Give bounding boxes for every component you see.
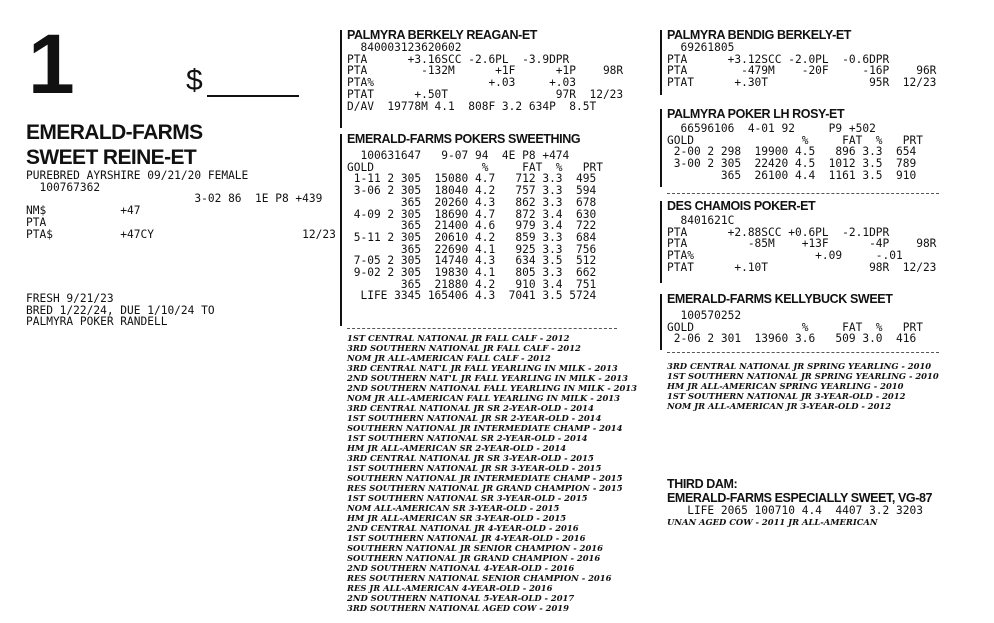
animal-name-line1: EMERALD-FARMS	[26, 121, 203, 144]
lot-number: 1	[28, 17, 75, 111]
sire-dam-rule	[660, 109, 662, 187]
dam-sire-title: DES CHAMOIS POKER-ET	[667, 199, 816, 213]
sire-sire-stats: 69261805 PTA +3.12SCC -2.0PL -0.6DPR PTA -479M -20F -16P 96R PTAT +.30T 95R 12/23	[667, 41, 937, 90]
third-dam-awards: UNAN AGED COW - 2011 JR ALL-AMERICAN	[667, 517, 878, 527]
dam-dam-divider	[667, 352, 939, 353]
dam-records: 100631647 9-07 94 4E P8 +474 GOLD % FAT % PRT 1-11 2 305 15080 4.7 712 3.3 495 3-06 2 305 18040 4.2 757 3.3 594 365 20260 4.3 862 3.3 678 4-09 2 305 18690 4.7 872 3.4 630 365 21400 4.6 979 3.4 722 5-11 2 305 20610 4.2 859 3.3 684 365 22690 4.1 925 3.3 756 7-05 2 305 14740 4.3 634 3.5 512 9-02 2 305 19830 4.1 805 3.3 662 365 21880 4.2 910 3.4 751 LIFE 3345 165406 4.3 7041 3.5 5724	[347, 149, 603, 303]
sire-rule	[340, 30, 342, 128]
price-blank-line	[207, 95, 299, 97]
third-dam-heading	[667, 478, 932, 505]
animal-status: FRESH 9/21/23 BRED 1/22/24, DUE 1/10/24 TO PALMYRA POKER RANDELL	[26, 292, 215, 329]
sire-title: PALMYRA BERKELY REAGAN-ET	[347, 28, 538, 42]
sire-sire-title: PALMYRA BENDIG BERKELY-ET	[667, 28, 852, 42]
sire-dam-divider	[667, 193, 939, 194]
dam-rule	[340, 134, 342, 326]
dam-dam-awards: 3RD CENTRAL NATIONAL JR SPRING YEARLING - 2010 1ST SOUTHERN NATIONAL JR SPRING YEARLING - 2010 HM JR ALL-AMERICAN SPRING YEARLING - 2010 1ST SOUTHERN NATIONAL JR 3-YEAR-OLD - 2012 NOM JR ALL-AMERICAN JR 3-YEAR-OLD - 2012	[667, 361, 939, 411]
dam-title: EMERALD-FARMS POKERS SWEETHING	[347, 132, 581, 146]
animal-name-line2: SWEET REINE-ET	[26, 146, 197, 169]
dam-divider	[347, 328, 617, 329]
third-dam-record: LIFE 2065 100710 4.4 4407 3.2 3203	[667, 504, 923, 517]
animal-name	[26, 120, 203, 170]
third-dam-label: THIRD DAM:	[667, 477, 738, 491]
sire-dam-records: 66596106 4-01 92 P9 +502 GOLD % FAT % PRT 2-00 2 298 19900 4.5 896 3.3 654 3-00 2 305 22420 4.5 1012 3.5 789 365 26100 4.4 1161 3.5 910	[667, 122, 923, 182]
third-dam-title: EMERALD-FARMS ESPECIALLY SWEET, VG-87	[667, 490, 933, 505]
sire-stats: 840003123620602 PTA +3.16SCC -2.6PL -3.9DPR PTA -132M +1F +1P 98R PTA% +.03 +.03 PTAT +.50T 97R 12/23 D/AV 19778M 4.1 808F 3.2 634P 8.5T	[347, 41, 624, 113]
dam-sire-rule	[660, 201, 662, 283]
dam-awards: 1ST CENTRAL NATIONAL JR FALL CALF - 2012 3RD SOUTHERN NATIONAL JR FALL CALF - 2012 NOM JR ALL-AMERICAN FALL CALF - 2012 3RD CENTRAL NAT'L JR FALL YEARLING IN MILK - 2013 2ND SOUTHERN NAT'L JR FALL YEARLING IN MILK - 2013 2ND SOUTHERN NATIONAL FALL YEARLING IN MILK - 2013 NOM JR ALL-AMERICAN FALL YEARLING IN MILK - 2013 3RD CENTRAL NATIONAL JR SR 2-YEAR-OLD - 2014 1ST SOUTHERN NATIONAL JR SR 2-YEAR-OLD - 2014 SOUTHERN NATIONAL JR INTERMEDIATE CHAMP - 2014 1ST SOUTHERN NATIONAL SR 2-YEAR-OLD - 2014 HM JR ALL-AMERICAN SR 2-YEAR-OLD - 2014 3RD CENTRAL NATIONAL JR SR 3-YEAR-OLD - 2015 1ST SOUTHERN NATIONAL JR SR 3-YEAR-OLD - 2015 SOUTHERN NATIONAL JR INTERMEDIATE CHAMP - 2015 RES SOUTHERN NATIONAL JR GRAND CHAMPION - 2015 1ST SOUTHERN NATIONAL SR 3-YEAR-OLD - 2015 NOM ALL-AMERICAN SR 3-YEAR-OLD - 2015 HM JR ALL-AMERICAN SR 3-YEAR-OLD - 2015 2ND CENTRAL NATIONAL JR 4-YEAR-OLD - 2016 1ST SOUTHERN NATIONAL JR 4-YEAR-OLD - 2016 SOUTHERN NATIONAL JR SENIOR CHAMPION - 2016 SOUTHERN NATIONAL JR GRAND CHAMPION - 2016 2ND SOUTHERN NATIONAL 4-YEAR-OLD - 2016 RES SOUTHERN NATIONAL SENIOR CHAMPION - 2016 RES JR ALL-AMERICAN 4-YEAR-OLD - 2016 2ND SOUTHERN NATIONAL 5-YEAR-OLD - 2017 3RD SOUTHERN NATIONAL AGED COW - 2019	[347, 333, 637, 613]
dam-sire-stats: 8401621C PTA +2.88SCC +0.6PL -2.1DPR PTA -85M +13F -4P 98R PTA% +.09 -.01 PTAT +.10T 98R 12/23	[667, 214, 937, 274]
dam-dam-rule	[660, 294, 662, 350]
price-dollar-sign: $	[186, 64, 203, 97]
sire-sire-rule	[660, 30, 662, 95]
sire-dam-title: PALMYRA POKER LH ROSY-ET	[667, 107, 845, 121]
animal-info: PUREBRED AYRSHIRE 09/21/20 FEMALE 100767362 3-02 86 1E P8 +439 NM$ +47 PTA PTA$ +47CY 12/23	[26, 169, 336, 241]
dam-dam-title: EMERALD-FARMS KELLYBUCK SWEET	[667, 292, 893, 306]
dam-dam-records: 100570252 GOLD % FAT % PRT 2-06 2 301 13960 3.6 509 3.0 416	[667, 309, 923, 346]
